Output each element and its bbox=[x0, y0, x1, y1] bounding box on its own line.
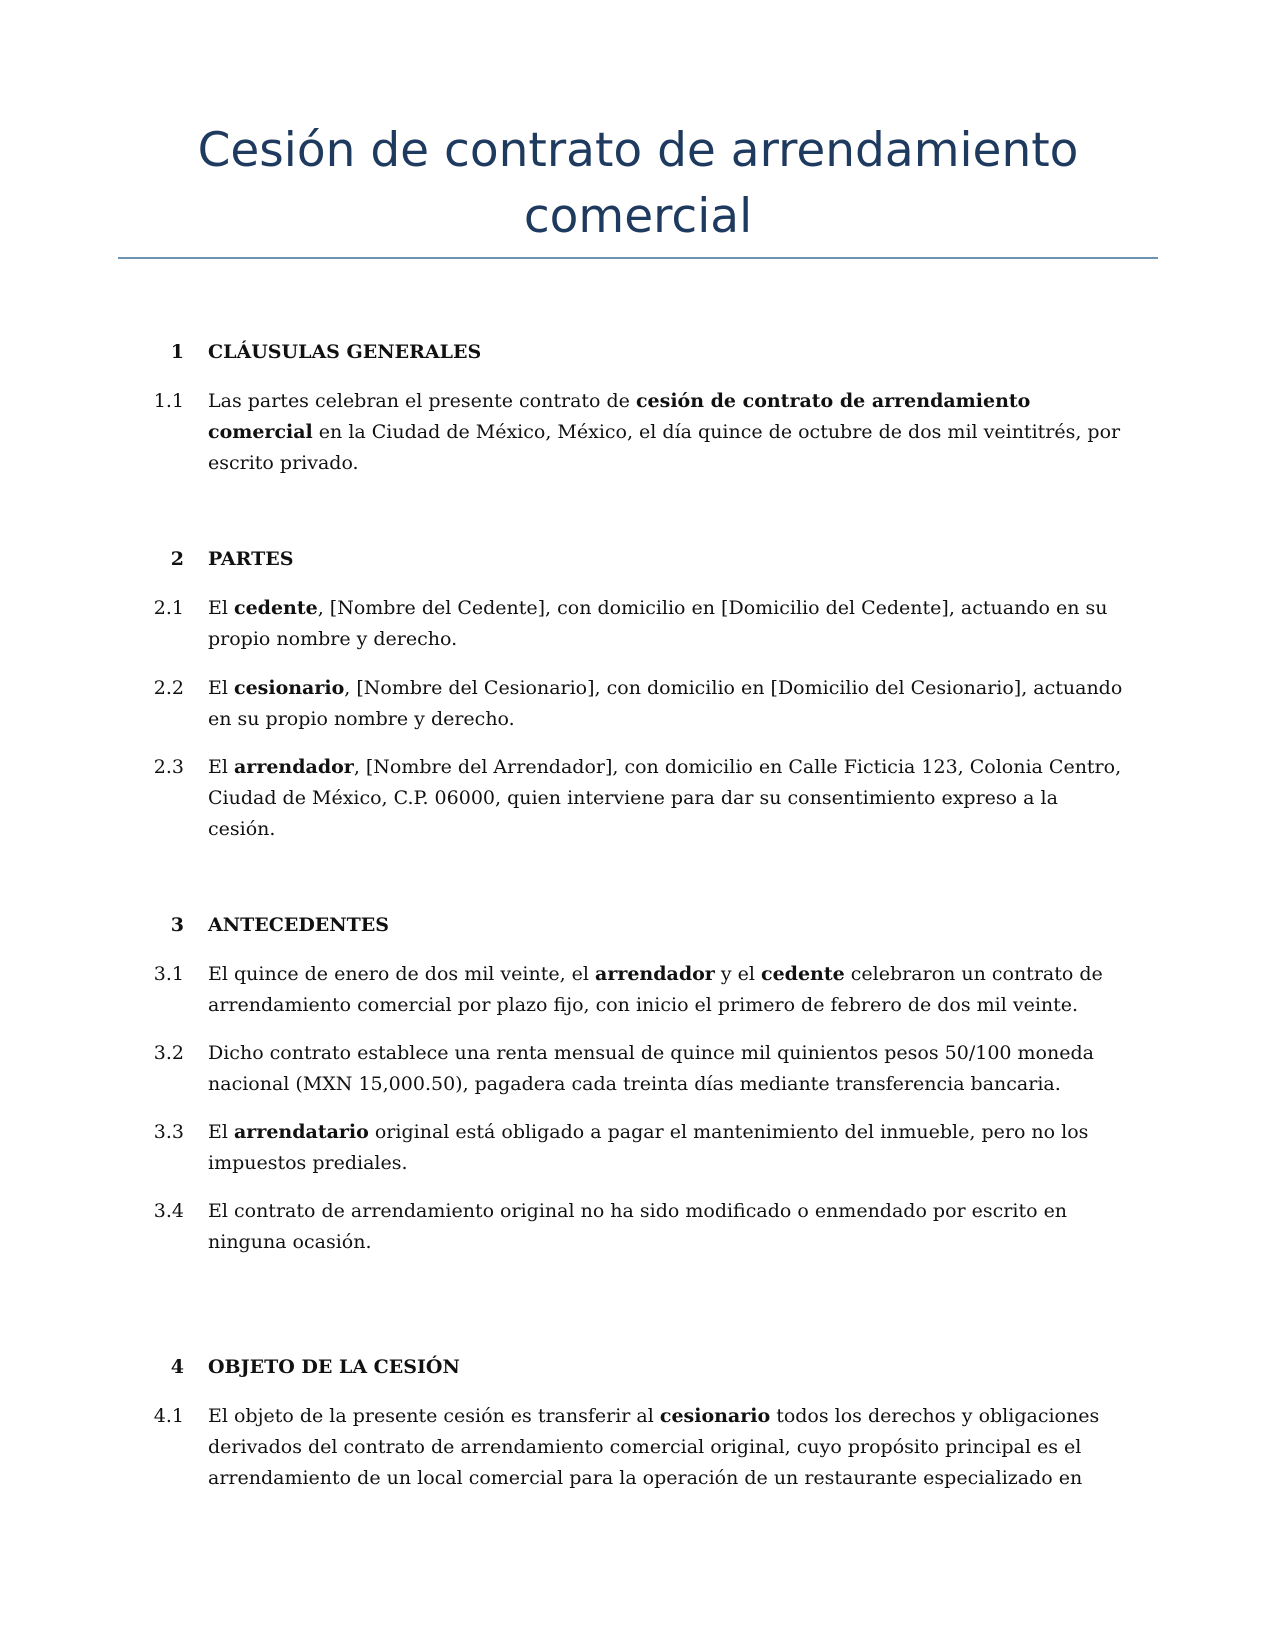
bold-term: cesionario bbox=[234, 677, 345, 699]
section-number: 4 bbox=[170, 1356, 184, 1378]
clause-number: 4.1 bbox=[153, 1405, 184, 1427]
clause-number: 3.1 bbox=[153, 963, 184, 985]
clause-number: 3.4 bbox=[153, 1200, 184, 1222]
clause-2-3 bbox=[140, 752, 1140, 845]
title-line-1: Cesión de contrato de arrendamiento bbox=[197, 123, 1079, 178]
section-number: 3 bbox=[170, 914, 184, 936]
text-line: Dicho contrato establece una renta mensual de quince mil quinientos pesos 50/100 moneda bbox=[208, 1042, 1094, 1064]
section-title: ANTECEDENTES bbox=[208, 914, 390, 936]
text-line: ninguna ocasión. bbox=[208, 1231, 372, 1253]
title-line-2: comercial bbox=[523, 189, 753, 244]
clause-number: 2.2 bbox=[153, 677, 184, 699]
text-run: El bbox=[208, 597, 234, 619]
clause-text bbox=[208, 1117, 1128, 1179]
text-run: El bbox=[208, 677, 234, 699]
clause-3-3 bbox=[140, 1117, 1140, 1179]
clause-text bbox=[208, 1038, 1128, 1100]
clause-text bbox=[208, 593, 1128, 655]
bold-term: cedente bbox=[234, 597, 318, 619]
text-line: El contrato de arrendamiento original no ha sido modificado o enmendado por escrito en bbox=[208, 1200, 1068, 1222]
text-run: , [Nombre del Cesionario], con domicilio en [Domicilio del Cesionario], actuando bbox=[344, 677, 1123, 699]
text-line: arrendamiento comercial por plazo fijo, con inicio el primero de febrero de dos mil veinte. bbox=[208, 994, 1079, 1016]
section-title: OBJETO DE LA CESIÓN bbox=[208, 1356, 460, 1378]
clause-text bbox=[208, 1401, 1128, 1494]
section-title: PARTES bbox=[208, 548, 294, 570]
clause-text bbox=[208, 959, 1128, 1021]
text-line: arrendamiento de un local comercial para la operación de un restaurante especializado en bbox=[208, 1467, 1083, 1489]
clause-number: 3.3 bbox=[153, 1121, 184, 1143]
text-line: impuestos prediales. bbox=[208, 1152, 408, 1174]
section-title: CLÁUSULAS GENERALES bbox=[208, 341, 482, 363]
text-run: El objeto de la presente cesión es transferir al bbox=[208, 1405, 660, 1427]
text-run: todos los derechos y obligaciones bbox=[770, 1405, 1100, 1427]
text-run: celebraron un contrato de bbox=[844, 963, 1103, 985]
bold-term: arrendatario bbox=[234, 1121, 369, 1143]
clause-3-2 bbox=[140, 1038, 1140, 1100]
text-run: , [Nombre del Arrendador], con domicilio en Calle Ficticia 123, Colonia Centro, bbox=[353, 756, 1122, 778]
clause-number: 2.1 bbox=[153, 597, 184, 619]
text-line: cesión. bbox=[208, 818, 276, 840]
clause-2-2 bbox=[140, 673, 1140, 735]
bold-term: cesión de contrato de arrendamiento bbox=[635, 390, 1031, 412]
clause-number: 2.3 bbox=[153, 756, 184, 778]
clause-number: 3.2 bbox=[153, 1042, 184, 1064]
text-run: El quince de enero de dos mil veinte, el bbox=[208, 963, 596, 985]
text-run: original está obligado a pagar el mantenimiento del inmueble, pero no los bbox=[368, 1121, 1089, 1143]
clause-text bbox=[208, 1196, 1128, 1258]
clause-3-4 bbox=[140, 1196, 1140, 1258]
text-line: nacional (MXN 15,000.50), pagadera cada treinta días mediante transferencia bancaria. bbox=[208, 1073, 1061, 1095]
text-run: Las partes celebran el presente contrato de bbox=[208, 390, 636, 412]
text-line: propio nombre y derecho. bbox=[208, 628, 458, 650]
bold-term: comercial bbox=[208, 421, 313, 443]
text-run: y el bbox=[714, 963, 762, 985]
bold-term: cesionario bbox=[659, 1405, 771, 1427]
text-run: , [Nombre del Cedente], con domicilio en [Domicilio del Cedente], actuando en su bbox=[317, 597, 1108, 619]
clause-text bbox=[208, 386, 1128, 479]
text-line: escrito privado. bbox=[208, 452, 359, 474]
text-run: El bbox=[208, 1121, 234, 1143]
bold-term: cedente bbox=[761, 963, 845, 985]
text-run: en la Ciudad de México, México, el día quince de octubre de dos mil veintitrés, por bbox=[312, 421, 1121, 443]
text-line: Ciudad de México, C.P. 06000, quien interviene para dar su consentimiento expreso a la bbox=[208, 787, 1058, 809]
clause-3-1 bbox=[140, 959, 1140, 1021]
clause-4-1 bbox=[140, 1401, 1140, 1494]
clause-text bbox=[208, 673, 1128, 735]
text-line: derivados del contrato de arrendamiento comercial original, cuyo propósito principal es el bbox=[208, 1436, 1082, 1458]
clause-number: 1.1 bbox=[153, 390, 184, 412]
document-title bbox=[118, 118, 1158, 250]
clause-text bbox=[208, 752, 1128, 845]
clause-2-1 bbox=[140, 593, 1140, 655]
text-line: en su propio nombre y derecho. bbox=[208, 708, 515, 730]
bold-term: arrendador bbox=[234, 756, 354, 778]
section-number: 2 bbox=[170, 548, 184, 570]
text-run: El bbox=[208, 756, 234, 778]
section-number: 1 bbox=[170, 341, 184, 363]
bold-term: arrendador bbox=[595, 963, 715, 985]
clause-1-1 bbox=[140, 386, 1140, 479]
title-divider bbox=[118, 257, 1158, 259]
